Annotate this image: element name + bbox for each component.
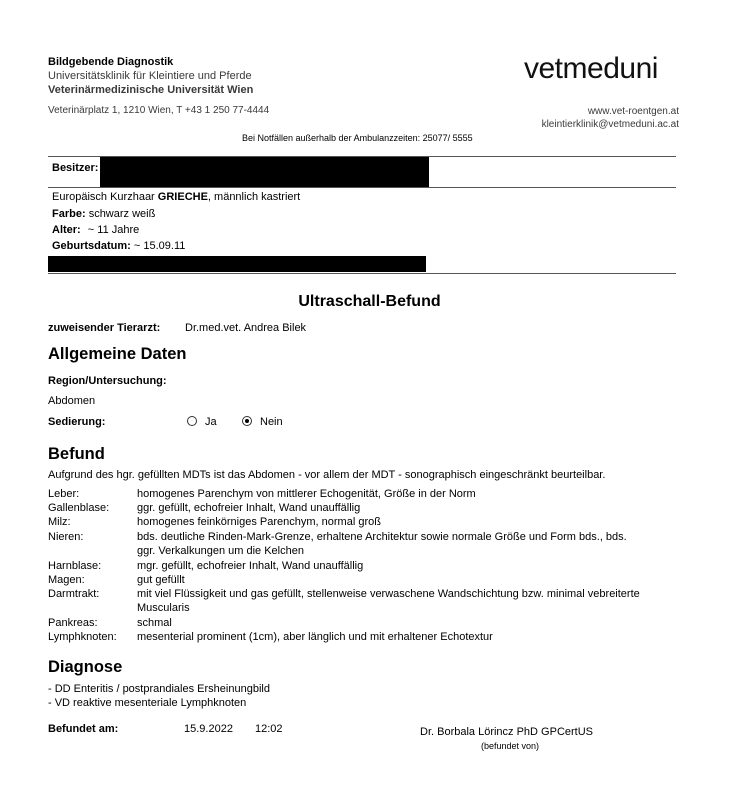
radio-selected-icon	[242, 416, 252, 426]
region-label: Region/Untersuchung:	[48, 375, 167, 387]
breed: Europäisch Kurzhaar	[52, 191, 155, 203]
age-value: ~ 11 Jahre	[87, 224, 140, 236]
option-yes-label: Ja	[205, 416, 217, 428]
color-value: schwarz weiß	[88, 208, 156, 220]
finding-value-continued: Muscularis	[137, 602, 190, 614]
website-link: www.vet-roentgen.at	[587, 106, 679, 117]
finding-value: ggr. gefüllt, echofreier Inhalt, Wand unauffällig	[137, 502, 361, 514]
finding-value: mgr. gefüllt, echofreier Inhalt, Wand unauffällig	[137, 560, 364, 572]
vetmeduni-logo: vetmeduni	[524, 52, 658, 85]
report-time: 12:02	[255, 723, 283, 735]
age-label: Alter:	[52, 224, 81, 236]
sedation-option-no[interactable]	[242, 416, 283, 428]
finding-value-continued: ggr. Verkalkungen um die Kelchen	[137, 545, 304, 557]
diagnosis-heading: Diagnose	[48, 658, 123, 676]
region-value: Abdomen	[48, 395, 96, 407]
university-name: Veterinärmedizinische Universität Wien	[48, 84, 254, 96]
redacted-field	[48, 256, 426, 272]
report-title: Ultraschall-Befund	[298, 293, 441, 310]
dob-value: ~ 15.09.11	[133, 240, 186, 252]
patient-name: GRIECHE	[157, 191, 208, 203]
clinic-name: Universitätsklinik für Kleintiere und Pferde	[48, 70, 252, 82]
color-label: Farbe:	[52, 208, 86, 220]
age-line	[52, 224, 139, 236]
doctor-note: (befundet von)	[481, 741, 540, 751]
general-heading: Allgemeine Daten	[48, 345, 187, 363]
finding-value: schmal	[137, 617, 172, 629]
finding-label: Gallenblase:	[48, 502, 110, 514]
dob-label: Geburtsdatum:	[52, 240, 131, 252]
redacted-owner	[100, 157, 429, 187]
finding-value: bds. deutliche Rinden-Mark-Grenze, erhaltene Architektur sowie normale Größe und Form bds., bds.	[137, 531, 627, 543]
option-no-label: Nein	[260, 416, 283, 428]
report-date: 15.9.2022	[184, 723, 233, 735]
diagnosis-item: - VD reaktive mesenteriale Lymphknoten	[48, 697, 247, 709]
sedation-option-yes[interactable]	[187, 416, 217, 428]
finding-label: Lymphknoten:	[48, 631, 117, 643]
divider	[48, 273, 676, 274]
finding-label: Harnblase:	[48, 560, 102, 572]
department-name: Bildgebende Diagnostik	[48, 56, 174, 68]
finding-value: mesenterial prominent (1cm), aber länglich und mit erhaltener Echotextur	[137, 631, 493, 643]
finding-label: Magen:	[48, 574, 85, 586]
finding-value: gut gefüllt	[137, 574, 185, 586]
finding-label: Leber:	[48, 488, 80, 500]
diagnosis-item: - DD Enteritis / postprandiales Ersheinungbild	[48, 683, 270, 695]
finding-label: Pankreas:	[48, 617, 98, 629]
divider	[48, 187, 676, 188]
finding-label: Nieren:	[48, 531, 84, 543]
finding-label: Milz:	[48, 516, 71, 528]
finding-value: homogenes Parenchym von mittlerer Echogenität, Größe in der Norm	[137, 488, 476, 500]
finding-value: homogenes feinkörniges Parenchym, normal groß	[137, 516, 381, 528]
findings-intro: Aufgrund des hgr. gefüllten MDTs ist das Abdomen - vor allem der MDT - sonographisch eingeschränkt beurteilbar.	[48, 469, 606, 481]
patient-sex: , männlich kastriert	[207, 191, 301, 203]
emergency-note: Bei Notfällen außerhalb der Ambulanzzeiten: 25077/ 5555	[242, 133, 473, 143]
radio-empty-icon	[187, 416, 197, 426]
sedation-label: Sedierung:	[48, 416, 106, 428]
owner-label: Besitzer:	[52, 162, 99, 174]
referring-vet-value: Dr.med.vet. Andrea Bilek	[185, 322, 307, 334]
finding-label: Darmtrakt:	[48, 588, 100, 600]
doctor-name: Dr. Borbala Lörincz PhD GPCertUS	[420, 726, 594, 738]
referring-vet-label: zuweisender Tierarzt:	[48, 322, 161, 334]
clinic-address: Veterinärplatz 1, 1210 Wien, T +43 1 250 77-4444	[48, 105, 270, 116]
findings-heading: Befund	[48, 445, 105, 463]
date-label: Befundet am:	[48, 723, 119, 735]
breed-line	[52, 191, 300, 203]
finding-value: mit viel Flüssigkeit und gas gefüllt, stellenweise verwaschene Wandschichtung bzw. minimal vebreiterte	[137, 588, 640, 600]
color-line	[52, 208, 155, 220]
email-address: kleintierklinik@vetmeduni.ac.at	[541, 119, 679, 130]
dob-line	[52, 240, 185, 252]
